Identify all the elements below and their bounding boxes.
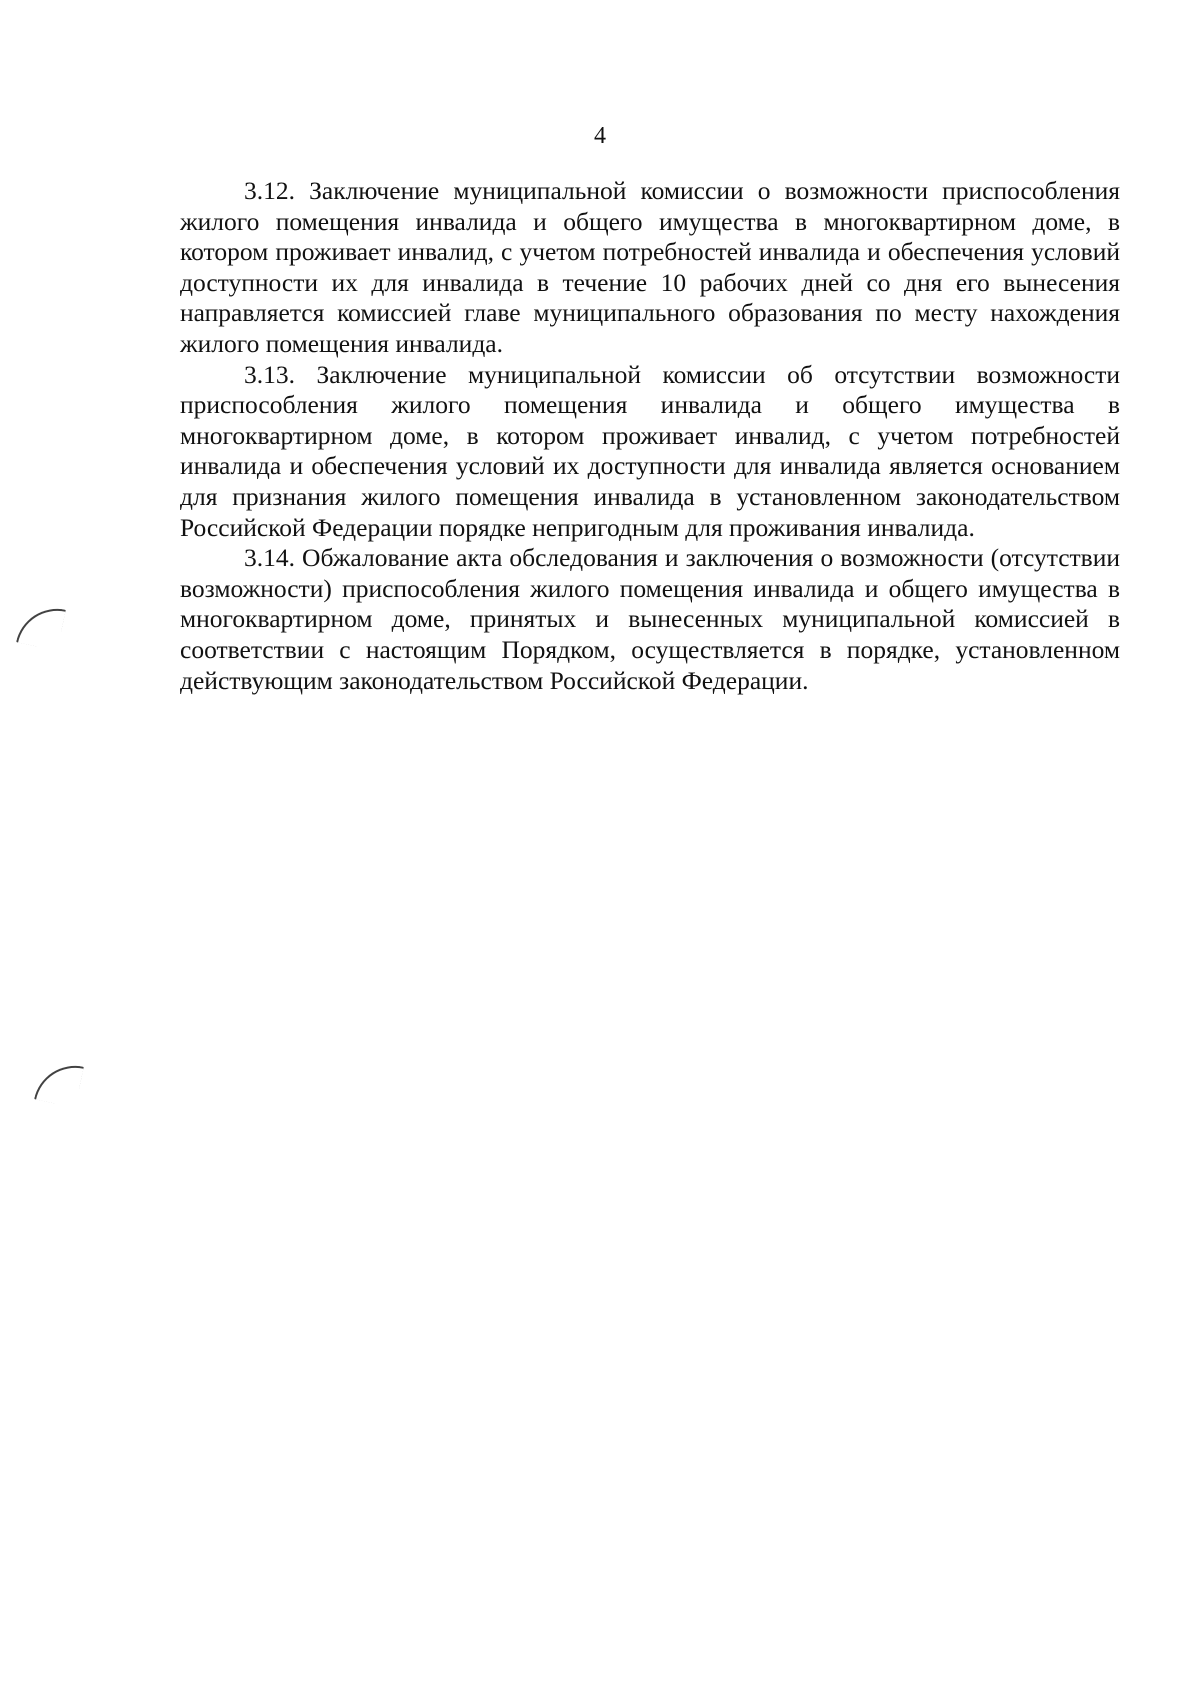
page-number: 4 [594, 123, 606, 149]
paragraph-3-13: 3.13. Заключение муниципальной комиссии об отсутствии возможности приспособления жилого помещения инвалида и общего имущества в многоквартирном доме, в котором проживает инвалид, с учетом потребностей инвалида и обеспечения условий их доступности для инвалида является основанием для признания жилого помещения инвалида в установленном законодательством Российской Федерации порядке непригодным для проживания инвалида. [180, 359, 1120, 542]
document-body [180, 176, 1120, 696]
paragraph-3-14: 3.14. Обжалование акта обследования и заключения о возможности (отсутствии возможности) приспособления жилого помещения инвалида и общего имущества в многоквартирном доме, принятых и вынесенных муниципальной комиссией в соответствии с настоящим Порядком, осуществляется в порядке, установленном действующим законодательством Российской Федерации. [180, 543, 1120, 695]
binder-hole-mark [34, 1058, 84, 1108]
paragraph-3-12: 3.12. Заключение муниципальной комиссии о возможности приспособления жилого помещения инвалида и общего имущества в многоквартирном доме, в котором проживает инвалид, с учетом потребностей инвалида и обеспечения условий доступности их для инвалида в течение 10 рабочих дней со дня его вынесения направляется комиссией главе муниципального образования по месту нахождения жилого помещения инвалида. [180, 176, 1120, 358]
binder-hole-mark [16, 601, 66, 651]
